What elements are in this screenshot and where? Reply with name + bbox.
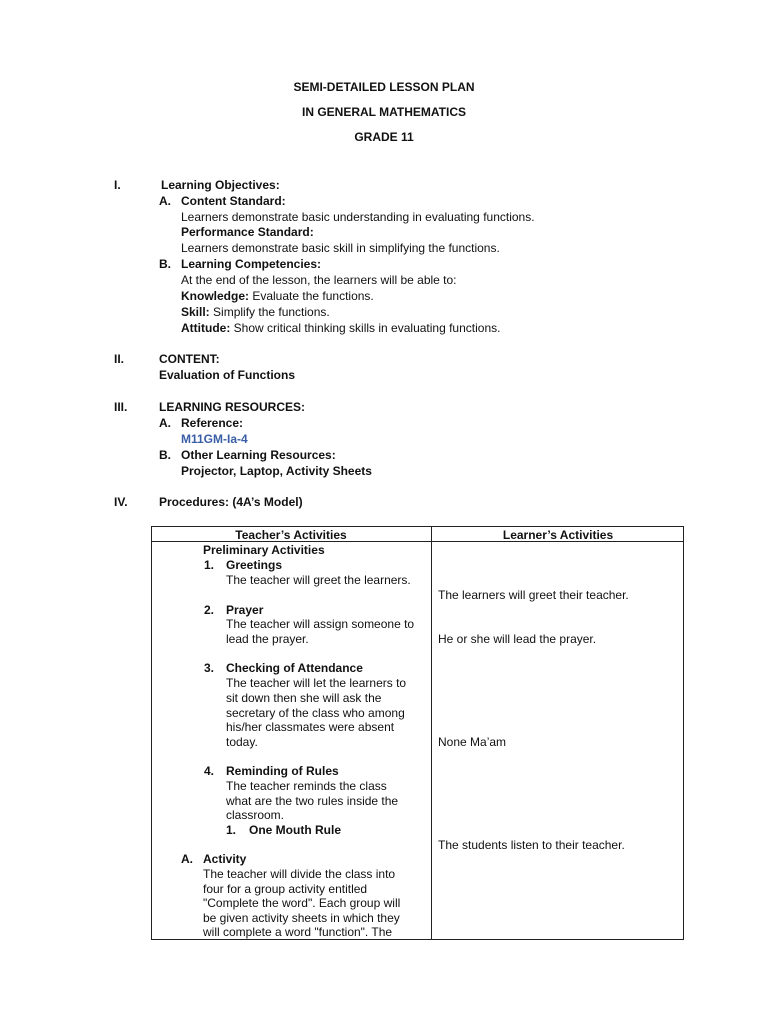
greetings-response: The learners will greet their teacher. <box>438 588 629 602</box>
skill-text: Simplify the functions. <box>209 305 330 319</box>
content-standard-text: Learners demonstrate basic understanding in evaluating functions. <box>181 210 535 224</box>
activity-text-3: "Complete the word". Each group will <box>203 896 401 910</box>
attendance-response: None Ma’am <box>438 735 507 749</box>
section3-a-letter: A. <box>159 416 171 430</box>
col-header-learner: Learner’s Activities <box>502 528 614 542</box>
attitude-label: Attitude: <box>181 321 231 335</box>
attendance-title: Checking of Attendance <box>226 661 363 675</box>
rules-text-1: The teacher reminds the class <box>226 779 387 793</box>
attendance-text-3: secretary of the class who among <box>226 706 405 720</box>
section1-title: Learning Objectives: <box>161 178 280 192</box>
rule-sub-title: One Mouth Rule <box>249 823 341 837</box>
activity-letter: A. <box>181 852 193 866</box>
attendance-text-2: sit down then she will ask the <box>226 691 382 705</box>
section2-title: CONTENT: <box>159 352 220 366</box>
performance-standard-text: Learners demonstrate basic skill in simplifying the functions. <box>181 241 500 255</box>
skill-label: Skill: <box>181 305 210 319</box>
prayer-number: 2. <box>204 603 215 617</box>
section2-number: II. <box>114 352 125 366</box>
section3-b-letter: B. <box>159 448 171 462</box>
rules-text-2: what are the two rules inside the <box>226 794 399 808</box>
section3-b-text: Projector, Laptop, Activity Sheets <box>181 464 372 478</box>
section1-a-letter: A. <box>159 194 171 208</box>
col-header-teacher: Teacher’s Activities <box>235 528 347 542</box>
activity-title: Activity <box>203 852 247 866</box>
attitude-text: Show critical thinking skills in evaluating functions. <box>230 321 501 335</box>
section3-a-title: Reference: <box>181 416 244 430</box>
knowledge-text: Evaluate the functions. <box>249 289 374 303</box>
section3-b-title: Other Learning Resources: <box>181 448 336 462</box>
competencies-intro: At the end of the lesson, the learners will be able to: <box>181 273 457 287</box>
doc-title-line2: IN GENERAL MATHEMATICS <box>302 105 466 119</box>
rules-text-3: classroom. <box>226 808 285 822</box>
attendance-text-4: his/her classmates were absent <box>226 720 395 734</box>
section1-number: I. <box>114 178 121 192</box>
preliminary-activities: Preliminary Activities <box>203 543 325 557</box>
activity-text-1: The teacher will divide the class into <box>203 867 396 881</box>
table-column-divider <box>431 526 432 940</box>
rules-number: 4. <box>204 764 215 778</box>
reference-code-link[interactable]: M11GM-Ia-4 <box>181 432 248 446</box>
knowledge-line <box>181 289 374 303</box>
rule-sub-number: 1. <box>226 823 237 837</box>
attendance-text-5: today. <box>226 735 258 749</box>
performance-standard-title: Performance Standard: <box>181 225 314 239</box>
section3-number: III. <box>114 400 128 414</box>
rules-title: Reminding of Rules <box>226 764 339 778</box>
rules-response: The students listen to their teacher. <box>438 838 625 852</box>
section1-a-title: Content Standard: <box>181 194 286 208</box>
section4-title: Procedures: (4A’s Model) <box>159 495 303 509</box>
prayer-response: He or she will lead the prayer. <box>438 632 597 646</box>
greetings-number: 1. <box>204 558 215 572</box>
attendance-number: 3. <box>204 661 215 675</box>
activity-text-2: four for a group activity entitled <box>203 882 368 896</box>
doc-title-line1: SEMI-DETAILED LESSON PLAN <box>293 80 475 94</box>
activity-text-4: be given activity sheets in which they <box>203 911 400 925</box>
knowledge-label: Knowledge: <box>181 289 249 303</box>
section4-number: IV. <box>114 495 128 509</box>
prayer-title: Prayer <box>226 603 264 617</box>
activity-text-5: will complete a word "function". The <box>203 925 393 939</box>
section1-b-letter: B. <box>159 257 171 271</box>
skill-line <box>181 305 330 319</box>
section3-title: LEARNING RESOURCES: <box>159 400 306 414</box>
attitude-line <box>181 321 500 335</box>
section1-b-title: Learning Competencies: <box>181 257 322 271</box>
section2-text: Evaluation of Functions <box>159 368 296 382</box>
greetings-title: Greetings <box>226 558 283 572</box>
attendance-text-1: The teacher will let the learners to <box>226 676 407 690</box>
greetings-text: The teacher will greet the learners. <box>226 573 411 587</box>
prayer-text-2: lead the prayer. <box>226 632 309 646</box>
doc-title-line3: GRADE 11 <box>354 130 414 144</box>
prayer-text-1: The teacher will assign someone to <box>226 617 415 631</box>
